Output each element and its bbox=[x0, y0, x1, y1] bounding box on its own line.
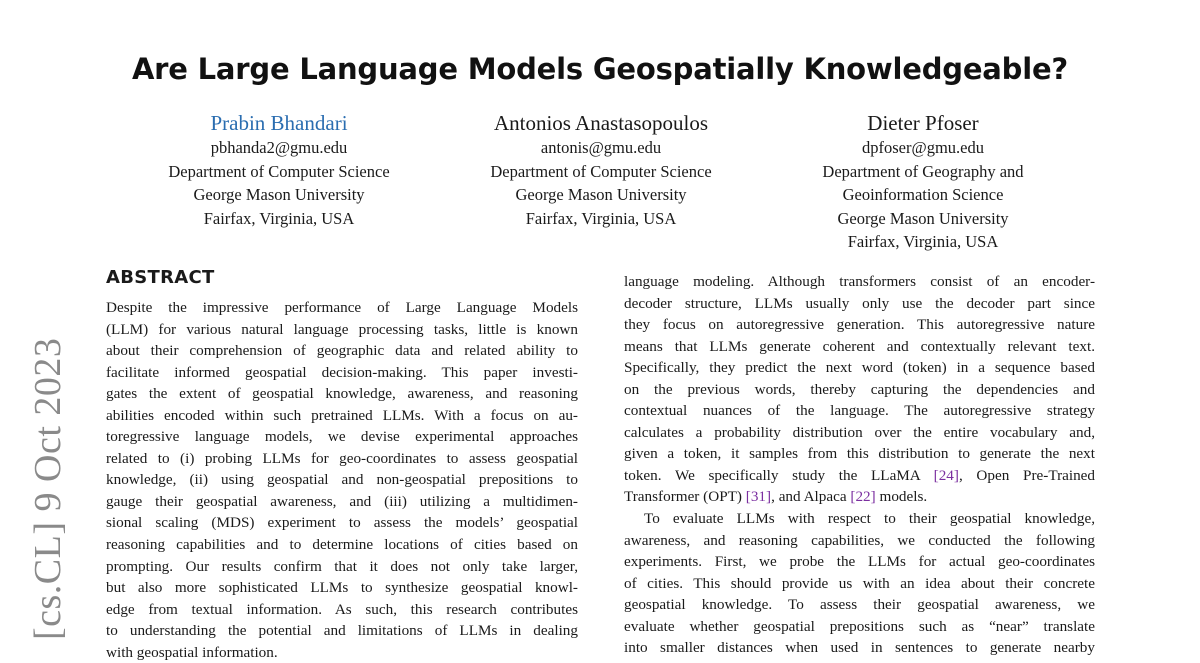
abstract-line: knowledge, (ii) using geospatial and non-geospatial prepositions to bbox=[106, 471, 578, 489]
abstract-line: related to (i) probing LLMs for geo-coordinates to assess geospatial bbox=[106, 449, 578, 467]
body-line: geospatial knowledge. To assess their geospatial awareness, we bbox=[624, 596, 1095, 614]
abstract-heading: ABSTRACT bbox=[106, 267, 215, 288]
text-run: Transformer (OPT) bbox=[624, 488, 746, 506]
body-line: To evaluate LLMs with respect to their geospatial knowledge, bbox=[644, 510, 1095, 528]
author-email: pbhanda2@gmu.edu bbox=[210, 138, 348, 157]
abstract-line: (LLM) for various natural language processing tasks, little is known bbox=[106, 320, 578, 338]
author-department: Department of Computer Science bbox=[168, 161, 390, 181]
body-line: decoder structure, LLMs usually only use the decoder part since bbox=[624, 294, 1095, 312]
body-line: of cities. This should provide us with an idea about their concrete bbox=[624, 574, 1095, 592]
text-run: , Open Pre-Trained bbox=[958, 466, 1096, 484]
body-line: Specifically, they predict the next word (token) in a sequence based bbox=[624, 359, 1095, 377]
paper-title: Are Large Language Models Geospatially Knowledgeable? bbox=[131, 52, 1069, 86]
body-line: on the previous words, thereby capturing the dependencies and bbox=[624, 380, 1095, 398]
body-line: calculates a probability distribution over the entire vocabulary and, bbox=[624, 423, 1095, 441]
abstract-line: facilitate informed geospatial decision-making. This paper investi- bbox=[106, 363, 578, 381]
author-department: Department of Computer Science bbox=[490, 161, 712, 181]
body-line: into smaller distances when used in sentences to generate nearby bbox=[624, 639, 1095, 657]
body-column-right bbox=[624, 271, 1095, 659]
body-line-with-citation bbox=[624, 486, 1095, 508]
abstract-line: reasoning capabilities and to determine locations of cities based on bbox=[106, 536, 578, 554]
abstract-line: gauge their geospatial awareness, and (iii) utilizing a multidimen- bbox=[106, 492, 578, 510]
abstract-line: Despite the impressive performance of Large Language Models bbox=[106, 299, 578, 316]
author-name: Antonios Anastasopoulos bbox=[493, 111, 709, 135]
body-line: evaluate whether geospatial prepositions such as “near” translate bbox=[624, 617, 1095, 635]
abstract-line: about their comprehension of geographic data and related ability to bbox=[106, 342, 578, 360]
abstract-line: gates the extent of geospatial knowledge, awareness, and reasoning bbox=[106, 385, 578, 403]
author-department: Department of Geography and bbox=[822, 161, 1024, 181]
body-line-with-citation bbox=[624, 465, 1095, 487]
author-block-2 bbox=[461, 110, 741, 230]
body-line: contextual nuances of the language. The autoregressive strategy bbox=[624, 402, 1095, 420]
author-email: dpfoser@gmu.edu bbox=[862, 138, 984, 157]
author-university: George Mason University bbox=[837, 208, 1009, 228]
author-name: Dieter Pfoser bbox=[867, 111, 979, 135]
abstract-line: edge from textual information. As such, this research contributes bbox=[106, 600, 578, 618]
body-line: experiments. First, we probe the LLMs for actual geo-coordinates bbox=[624, 553, 1095, 571]
arxiv-side-stamp: [cs.CL] 9 Oct 2023 bbox=[27, 337, 69, 640]
author-location: Fairfax, Virginia, USA bbox=[525, 208, 677, 228]
author-department-cont: Geoinformation Science bbox=[842, 185, 1004, 204]
abstract-line: toregressive language models, we devise experimental approaches bbox=[106, 428, 578, 446]
text-run: , and Alpaca bbox=[771, 488, 851, 506]
abstract-line: abilities encoded within such pretrained LLMs. With a focus on au- bbox=[106, 406, 578, 424]
abstract-line: prompting. Our results confirm that it does not only take larger, bbox=[106, 557, 578, 575]
author-name-link[interactable]: Prabin Bhandari bbox=[210, 111, 348, 135]
abstract-line: to understanding the potential and limitations of LLMs in dealing bbox=[106, 622, 578, 640]
author-block-3 bbox=[783, 110, 1063, 254]
abstract-body bbox=[106, 297, 578, 663]
text-run: models. bbox=[875, 488, 928, 506]
citation-link[interactable]: [31] bbox=[745, 488, 772, 506]
author-university: George Mason University bbox=[515, 185, 687, 204]
author-block-1 bbox=[139, 110, 419, 230]
abstract-line: with geospatial information. bbox=[106, 643, 278, 661]
abstract-line: but also more sophisticated LLMs to synthesize geospatial knowl- bbox=[106, 579, 578, 597]
body-line: awareness, and reasoning capabilities, we conducted the following bbox=[624, 531, 1095, 549]
author-university: George Mason University bbox=[193, 185, 365, 204]
author-location: Fairfax, Virginia, USA bbox=[847, 232, 999, 251]
citation-link[interactable]: [24] bbox=[933, 466, 959, 484]
body-line: language modeling. Although transformers consist of an encoder- bbox=[624, 273, 1095, 290]
abstract-line: sional scaling (MDS) experiment to assess the models’ geospatial bbox=[106, 514, 578, 532]
text-run: token. We specifically study the LLaMA bbox=[624, 466, 934, 484]
citation-link[interactable]: [22] bbox=[850, 488, 876, 506]
author-location: Fairfax, Virginia, USA bbox=[203, 208, 355, 228]
author-email: antonis@gmu.edu bbox=[540, 138, 662, 157]
body-line: given a token, it samples from this distribution to generate the next bbox=[624, 445, 1095, 463]
body-line: they focus on autoregressive generation. This autoregressive nature bbox=[624, 316, 1095, 334]
body-line: means that LLMs generate coherent and contextually relevant text. bbox=[624, 337, 1095, 355]
